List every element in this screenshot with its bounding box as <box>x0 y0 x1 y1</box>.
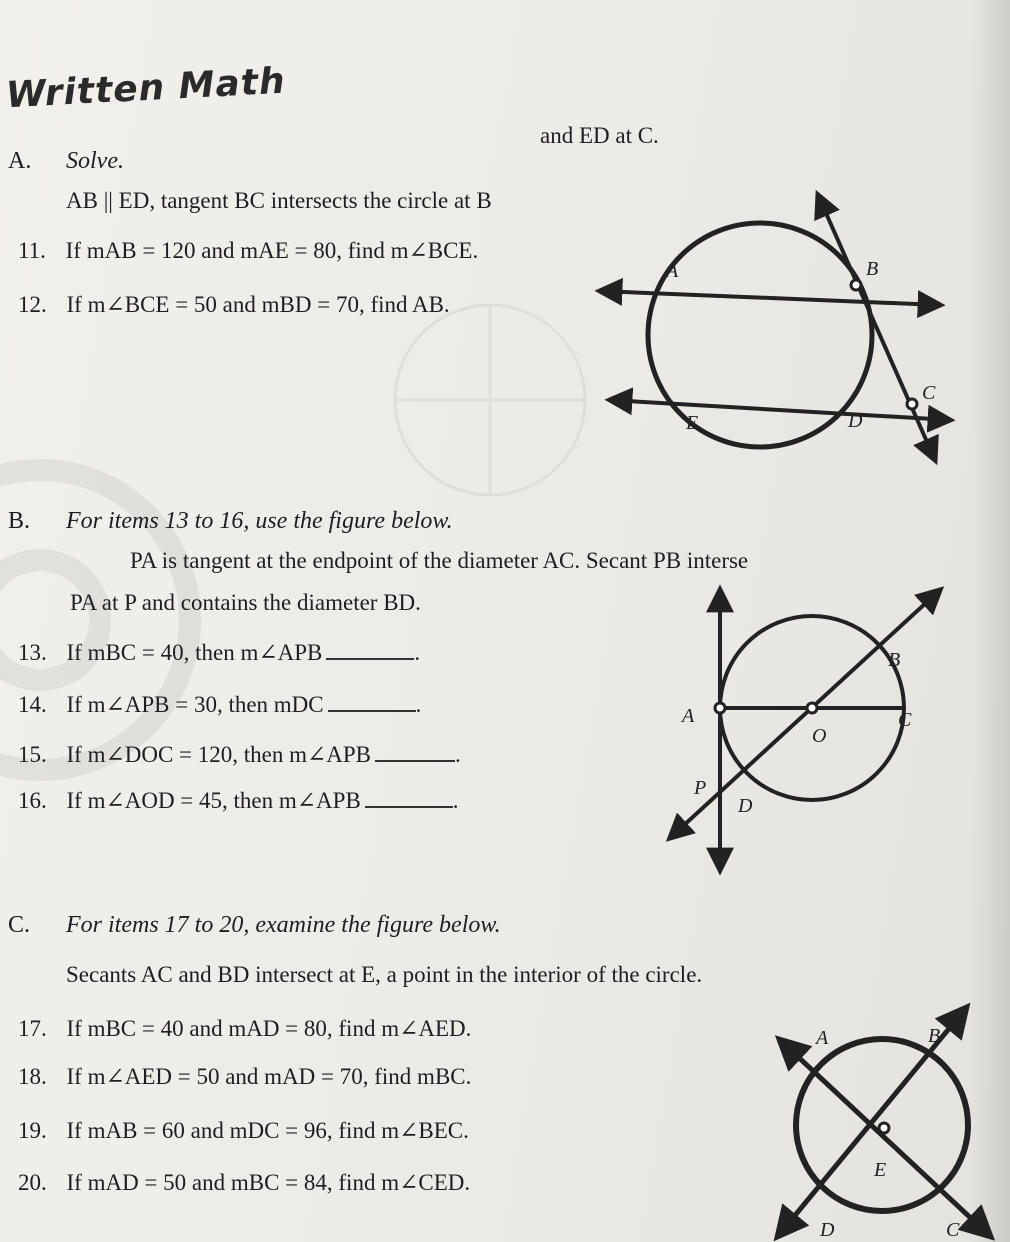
label-c: C <box>922 382 936 404</box>
handwritten-title: Written Math <box>5 60 287 117</box>
label-c: C <box>946 1219 960 1241</box>
question-number: 16. <box>18 788 47 813</box>
question-text: If mAD = 50 and mBC = 84, find m∠CED. <box>66 1170 471 1195</box>
question-14 <box>18 692 421 718</box>
question-number: 14. <box>18 692 47 717</box>
label-d: D <box>848 410 863 432</box>
section-b-title: For items 13 to 16, use the figure below. <box>66 508 453 534</box>
figure-b-tangent-secant <box>650 580 960 880</box>
question-12 <box>18 292 450 318</box>
point-e <box>879 1123 889 1133</box>
section-b-intro-line2: PA at P and contains the diameter BD. <box>70 590 421 615</box>
question-text: If m∠AED = 50 and mAD = 70, find mBC. <box>66 1064 472 1089</box>
question-number: 18. <box>18 1064 47 1089</box>
showthrough-circle <box>395 305 585 495</box>
label-e: E <box>874 1159 887 1181</box>
question-end: . <box>452 788 459 813</box>
section-c-title: For items 17 to 20, examine the figure below. <box>66 912 501 938</box>
figure-c-intersecting-secants <box>770 1000 1000 1242</box>
answer-blank[interactable] <box>328 710 416 712</box>
section-a-title: Solve. <box>66 148 124 174</box>
question-number: 15. <box>18 742 47 767</box>
label-a: A <box>682 705 695 727</box>
section-a-intro-line1-text: and ED at C. <box>540 123 659 148</box>
question-18 <box>18 1064 471 1090</box>
question-20 <box>18 1170 470 1196</box>
question-text: If mBC = 40, then m∠APB <box>66 640 323 665</box>
section-c-intro: Secants AC and BD intersect at E, a point in the interior of the circle. <box>66 962 703 987</box>
label-p: P <box>694 777 707 799</box>
question-number: 20. <box>18 1170 47 1195</box>
label-d: D <box>820 1219 835 1241</box>
question-text: If m∠BCE = 50 and mBD = 70, find AB. <box>66 292 450 317</box>
question-17 <box>18 1016 471 1042</box>
section-c-letter: C. <box>8 912 31 938</box>
label-a: A <box>816 1027 829 1049</box>
label-a: A <box>666 260 679 282</box>
secant-ac <box>780 1040 990 1236</box>
section-a-intro-line1 <box>540 123 659 149</box>
answer-blank[interactable] <box>365 806 453 808</box>
question-number: 17. <box>18 1016 47 1041</box>
section-a-letter: A. <box>8 148 32 174</box>
point-o <box>807 703 817 713</box>
question-text: If m∠APB = 30, then mDC <box>66 692 324 717</box>
question-16 <box>18 788 459 814</box>
line-ed <box>610 400 950 420</box>
question-number: 11. <box>18 238 46 263</box>
question-15 <box>18 742 461 768</box>
question-number: 12. <box>18 292 47 317</box>
section-b-intro-line1: PA is tangent at the endpoint of the diameter AC. Secant PB interse <box>130 548 749 573</box>
point-b <box>851 280 861 290</box>
question-text: If mAB = 120 and mAE = 80, find m∠BCE. <box>65 238 479 263</box>
label-c: C <box>898 709 912 731</box>
question-number: 19. <box>18 1118 47 1143</box>
label-d: D <box>738 795 753 817</box>
figure-a-tangent-parallel <box>570 185 970 475</box>
question-19 <box>18 1118 469 1144</box>
question-11 <box>18 238 478 264</box>
question-end: . <box>415 692 422 717</box>
label-b: B <box>866 258 879 280</box>
label-b: B <box>928 1025 941 1047</box>
question-end: . <box>455 742 461 767</box>
label-b: B <box>888 649 901 671</box>
question-text: If m∠DOC = 120, then m∠APB <box>66 742 372 767</box>
section-b-letter: B. <box>8 508 31 534</box>
answer-blank[interactable] <box>326 658 414 660</box>
question-end: . <box>414 640 421 665</box>
question-13 <box>18 640 420 666</box>
question-text: If mAB = 60 and mDC = 96, find m∠BEC. <box>66 1118 469 1143</box>
point-c <box>907 399 917 409</box>
section-a-intro-line2: AB || ED, tangent BC intersects the circle at B <box>66 188 492 213</box>
label-e: E <box>686 412 699 434</box>
question-text: If mBC = 40 and mAD = 80, find m∠AED. <box>66 1016 472 1041</box>
point-a <box>715 703 725 713</box>
label-o: O <box>812 725 827 747</box>
answer-blank[interactable] <box>375 760 455 762</box>
question-number: 13. <box>18 640 47 665</box>
question-text: If m∠AOD = 45, then m∠APB <box>66 788 361 813</box>
